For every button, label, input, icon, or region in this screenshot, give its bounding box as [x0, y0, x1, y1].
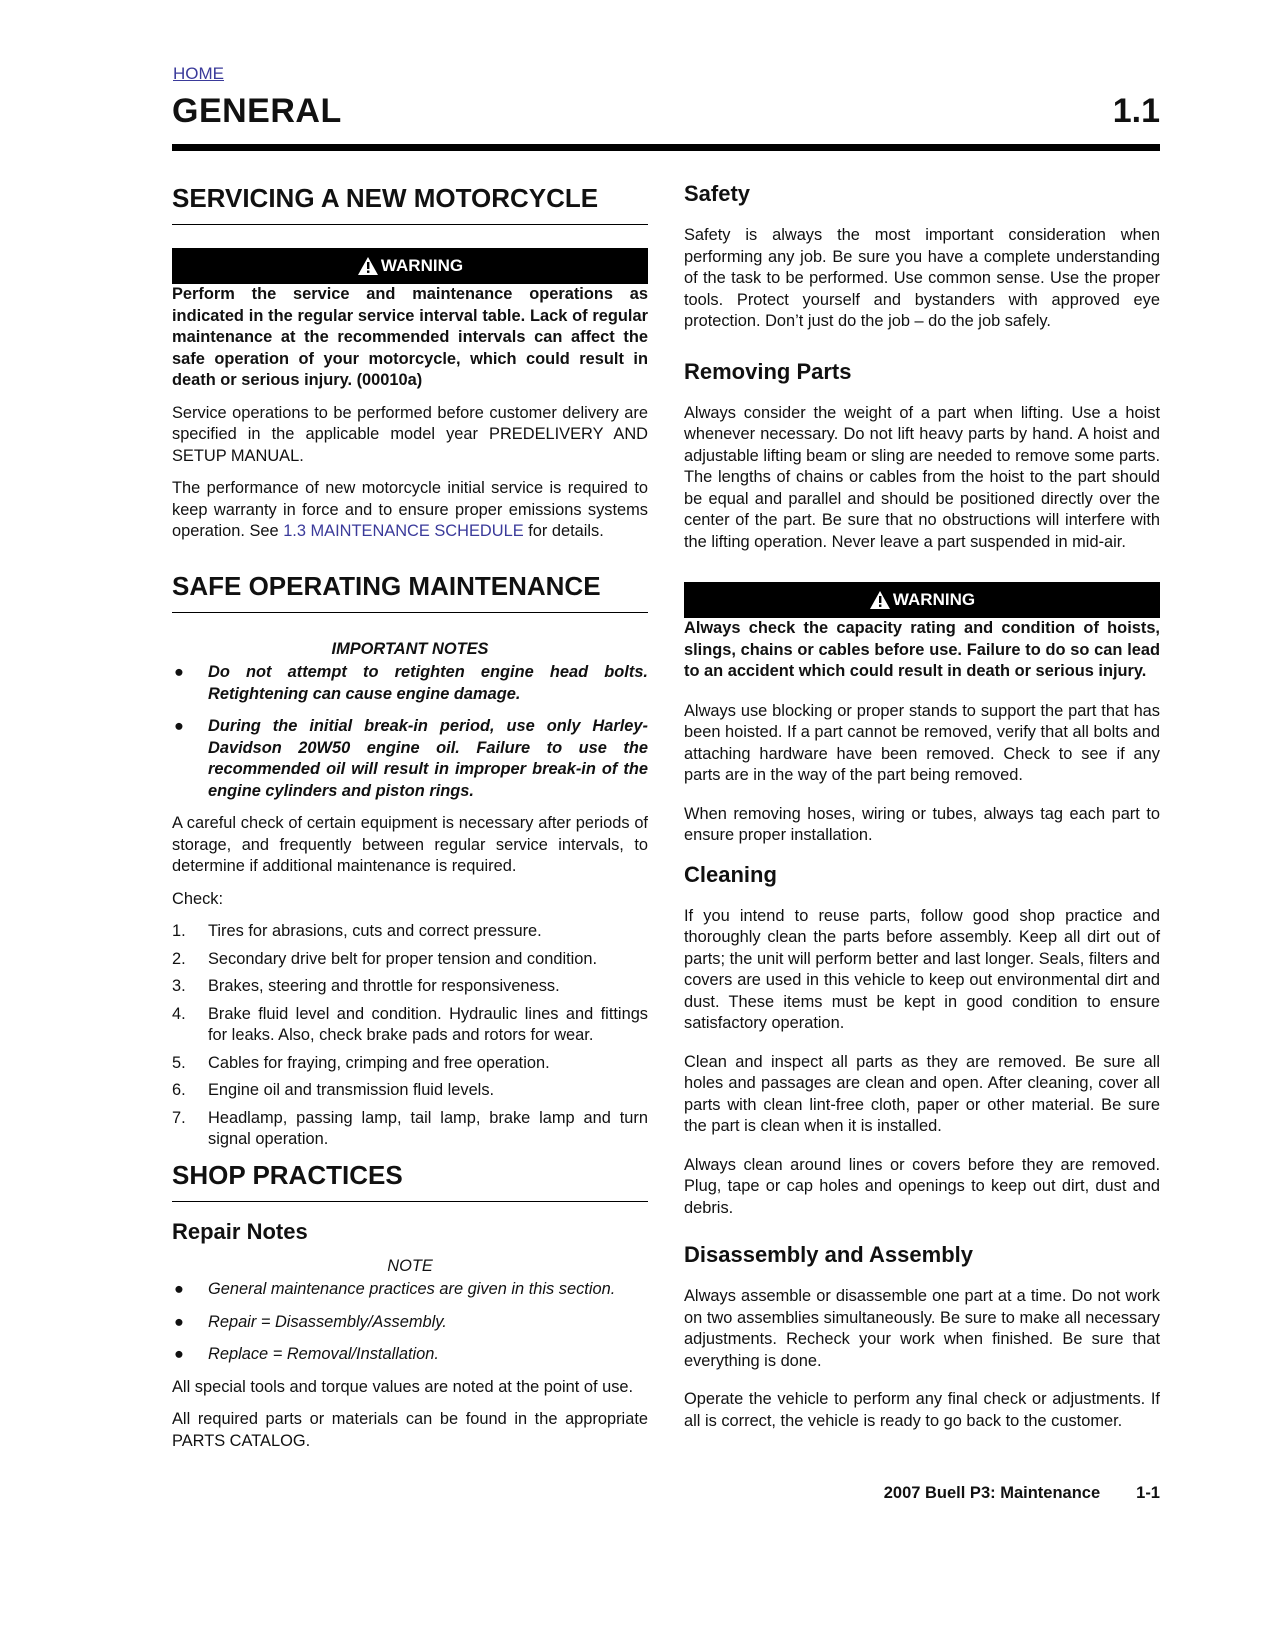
- subsection-title-safety: Safety: [684, 181, 751, 206]
- list-item: 3. Brakes, steering and throttle for responsiveness.: [172, 977, 560, 995]
- list-item: 1. Tires for abrasions, cuts and correct pressure.: [172, 922, 542, 940]
- paragraph: When removing hoses, wiring or tubes, always tag each part to ensure proper installation.: [684, 804, 1160, 844]
- list-item: 4. Brake fluid level and condition. Hydraulic lines and fittings for leaks. Also, check brake pads and rotors for wear.: [172, 1004, 648, 1044]
- subsection-title-disassembly: Disassembly and Assembly: [684, 1242, 973, 1267]
- paragraph: A careful check of certain equipment is necessary after periods of storage, and frequently between regular service intervals, to determine if additional maintenance is required.: [172, 814, 648, 875]
- header-rule: [172, 144, 1160, 151]
- chapter-number: 1.1: [1112, 92, 1160, 130]
- paragraph: Always assemble or disassemble one part at a time. Do not work on two assemblies simultaneously. Be sure to make all necessary adjustments. Recheck your work when finished. Be sure that everything is done.: [684, 1287, 1160, 1370]
- warning-text: Always check the capacity rating and condition of hoists, slings, chains or cables before use. Failure to do so can lead to an accident which could result in death or serious injury.: [684, 619, 1160, 680]
- important-notes-heading: IMPORTANT NOTES: [331, 639, 489, 658]
- warning-triangle-icon: [869, 590, 891, 610]
- page-footer: [884, 1484, 1160, 1503]
- important-notes-list: [172, 662, 648, 802]
- paragraph: The performance of new motorcycle initial service is required to keep warranty in force and to ensure proper emissions systems operation. See 1.3 MAINTENANCE SCHEDULE for details.: [172, 479, 648, 540]
- paragraph: Clean and inspect all parts as they are removed. Be sure all holes and passages are clean and open. After cleaning, cover all parts with clean lint-free cloth, paper or other material. Be sure the part is clean when it is installed.: [684, 1052, 1160, 1135]
- warning-label: WARNING: [892, 590, 976, 610]
- subsection-title-removing-parts: Removing Parts: [684, 358, 852, 384]
- home-link[interactable]: HOME: [173, 64, 224, 83]
- section-title-shop-practices: SHOP PRACTICES: [172, 1159, 648, 1202]
- list-item: 6. Engine oil and transmission fluid levels.: [172, 1081, 495, 1099]
- list-item: ● During the initial break-in period, use only Harley-Davidson 20W50 engine oil. Failure to use the recommended oil will result in improper break-in of the engine cylinders and piston rings.: [174, 717, 648, 800]
- list-item: 5. Cables for fraying, crimping and free operation.: [172, 1053, 550, 1072]
- repair-notes-list: [172, 1279, 648, 1366]
- chapter-title: GENERAL: [172, 92, 342, 130]
- maintenance-schedule-link[interactable]: 1.3 MAINTENANCE SCHEDULE: [283, 522, 524, 540]
- paragraph: Operate the vehicle to perform any final check or adjustments. If all is correct, the vehicle is ready to go back to the customer.: [684, 1390, 1160, 1430]
- paragraph: Always use blocking or proper stands to support the part that has been hoisted. If a part cannot be removed, verify that all bolts and attaching hardware have been removed. Check to see if any parts are in the way of the part being removed.: [684, 701, 1160, 784]
- paragraph: Always consider the weight of a part when lifting. Use a hoist whenever necessary. Do not lift heavy parts by hand. A hoist and adjustable lifting beam or sling are needed to remove some parts. The lengths of chains or cables from the hoist to the part should be equal and parallel and should be positioned directly over the center of the part. Be sure that no obstructions will interfere with the lifting operation. Never leave a part suspended in mid-air.: [684, 403, 1160, 551]
- right-column: [684, 176, 1160, 1443]
- list-item: ● Do not attempt to retighten engine head bolts. Retightening can cause engine damage.: [174, 663, 648, 703]
- paragraph: Safety is always the most important consideration when performing any job. Be sure you have a complete understanding of the task to be performed. Use common sense. Use the proper tools. Protect yourself and bystanders with approved eye protection. Don’t just do the job – do the job safely.: [684, 226, 1160, 330]
- list-item: ● Repair = Disassembly/Assembly.: [174, 1312, 447, 1331]
- paragraph: If you intend to reuse parts, follow good shop practice and thoroughly clean the parts before assembly. Keep all dirt out of parts; the unit will perform better and last longer. Seals, filters and covers are used in this vehicle to keep out environmental dirt and dust. These items must be kept in good condition to ensure satisfactory operation.: [684, 906, 1160, 1032]
- subsection-title-cleaning: Cleaning: [684, 861, 777, 887]
- paragraph: Service operations to be performed before customer delivery are specified in the applicable model year PREDELIVERY AND SETUP MANUAL.: [172, 403, 648, 465]
- section-title-safe-operating: SAFE OPERATING MAINTENANCE: [172, 570, 648, 613]
- warning-triangle-icon: [357, 256, 379, 276]
- list-item: ● Replace = Removal/Installation.: [174, 1345, 439, 1363]
- warning-banner: [684, 582, 1160, 618]
- list-item: 7. Headlamp, passing lamp, tail lamp, brake lamp and turn signal operation.: [172, 1108, 648, 1148]
- left-column: [172, 176, 648, 1463]
- warning-text: Perform the service and maintenance operations as indicated in the regular service interval table. Lack of regular maintenance at the recommended intervals can affect the safe operation of your motorcycle, which could result in death or serious injury. (00010a): [172, 285, 648, 389]
- subsection-title-repair-notes: Repair Notes: [172, 1218, 308, 1244]
- section-title-servicing: SERVICING A NEW MOTORCYCLE: [172, 182, 648, 225]
- paragraph: All special tools and torque values are noted at the point of use.: [172, 1377, 634, 1396]
- warning-label: WARNING: [380, 256, 464, 276]
- check-list: [172, 921, 648, 1151]
- footer-page-number: 1-1: [1136, 1484, 1160, 1502]
- footer-manual-title: 2007 Buell P3: Maintenance: [883, 1484, 1101, 1502]
- list-item: ● General maintenance practices are given in this section.: [174, 1280, 616, 1298]
- warning-banner: [172, 248, 648, 284]
- paragraph: Always clean around lines or covers before they are removed. Plug, tape or cap holes and openings to keep out dirt, dust and debris.: [684, 1155, 1160, 1217]
- note-heading: NOTE: [387, 1256, 433, 1275]
- check-label: Check:: [172, 889, 224, 908]
- list-item: 2. Secondary drive belt for proper tension and condition.: [172, 949, 598, 968]
- paragraph: All required parts or materials can be found in the appropriate PARTS CATALOG.: [172, 1410, 648, 1450]
